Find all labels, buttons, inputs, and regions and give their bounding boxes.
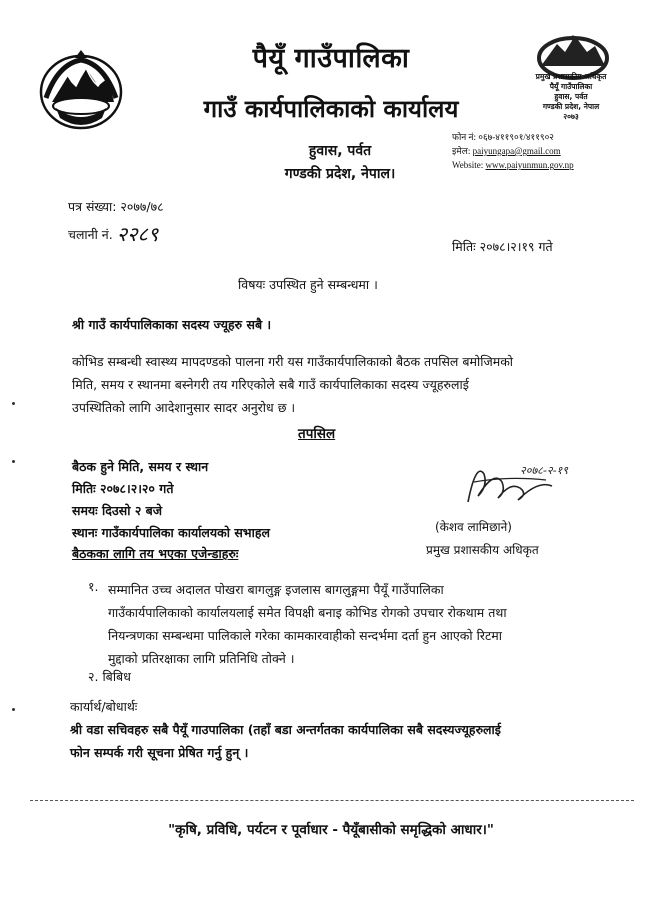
dispatch-handwritten-number: २२८९	[116, 222, 159, 246]
agenda-1-line-1: सम्मानित उच्च अदालत पोखरा बागलुङ्ग इजलास बागलुङ्गमा पैयूँ गाउँपालिका	[108, 582, 444, 597]
meeting-date: मितिः २०७८।२।२० गते	[72, 481, 174, 496]
signatory-title: प्रमुख प्रशासकीय अधिकृत	[426, 543, 539, 557]
action-line-2: फोन सम्पर्क गरी सूचना प्रेषित गर्नु हुन् ।	[70, 745, 249, 760]
address-line-1: हुवास, पर्वत	[308, 143, 372, 159]
body-line-1: कोभिड सम्बन्धी स्वास्थ्य मापदण्डको पालना गरी यस गाउँकार्यपालिकाको बैठक तपसिल बमोजिमको	[72, 354, 514, 369]
body-line-2: मिति, समय र स्थानमा बस्नेगरी तय गरिएकोले सबै गाउँ कार्यपालिकाका सदस्य ज्यूहरुलाई	[72, 377, 469, 392]
email-link[interactable]: paiyungapa@gmail.com	[472, 146, 561, 156]
scan-mark	[12, 402, 15, 405]
website-label: Website:	[452, 160, 484, 170]
phone-number: फोन नं: ०६७-४११९०१/४११९०२	[452, 132, 554, 142]
action-line-1: श्री वडा सचिवहरु सबै पैयूँ गाउपालिका (तहाँ बडा अन्तर्गतका कार्यपालिका सबै सदस्यज्यूहरुलाई	[70, 722, 501, 737]
signature-image	[448, 452, 598, 512]
meeting-time: समयः दिउसो २ बजे	[72, 503, 163, 518]
letter-addressee: श्री गाउँ कार्यपालिकाका सदस्य ज्यूहरु सबै ।	[72, 317, 272, 332]
letter-date: मितिः २०७८।२।१९ गते	[452, 239, 553, 254]
agenda-item-1	[108, 578, 598, 670]
details-heading: तपसिल	[298, 426, 336, 442]
action-paragraph	[70, 718, 610, 764]
agenda-1-number: १.	[88, 579, 99, 594]
meeting-label: बैठक हुने मिति, समय र स्थान	[72, 459, 209, 474]
seal-line-5: २०७३	[563, 112, 579, 121]
email-label: इमेल:	[452, 146, 471, 156]
seal-line-2: पैयूँ गाउँपालिका	[549, 82, 593, 91]
dispatch-number	[68, 218, 158, 245]
footer-slogan: "कृषि, प्रविधि, पर्यटन र पूर्वाधार - पैयूँबासीको समृद्धिको आधार।"	[168, 822, 494, 838]
scan-mark	[12, 708, 15, 711]
address-line-2: गण्डकी प्रदेश, नेपाल।	[284, 166, 396, 182]
action-label: कार्यार्थ/बोधार्थः	[70, 699, 138, 714]
agenda-1-line-4: मुद्दाको प्रतिरक्षाका लागि प्रतिनिधि तोक्ने ।	[108, 651, 295, 666]
dispatch-label: चलानी नं.	[68, 227, 113, 242]
footer-divider	[30, 800, 634, 801]
seal-line-3: हुवास, पर्वत	[554, 92, 588, 101]
website-link[interactable]: www.paiyunmun.gov.np	[485, 160, 574, 170]
agenda-item-2: २. बिबिध	[88, 669, 131, 684]
agenda-1-line-2: गाउँकार्यपालिकाको कार्यालयलाई समेत विपक्षी बनाइ कोभिड रोगको उपचार रोकथाम तथा	[108, 605, 507, 620]
scan-mark	[12, 460, 15, 463]
agenda-heading: बैठकका लागि तय भएका एजेन्डाहरुः	[72, 546, 239, 561]
body-line-3: उपस्थितिको लागि आदेशानुसार सादर अनुरोध छ ।	[72, 400, 296, 415]
body-paragraph	[72, 350, 592, 419]
contact-block	[452, 130, 574, 172]
letter-subject: विषयः उपस्थित हुने सम्बन्धमा ।	[238, 277, 378, 292]
reference-number: पत्र संख्या: २०७७/७८	[68, 199, 164, 214]
seal-line-4: गण्डकी प्रदेश, नेपाल	[542, 102, 600, 111]
handwritten-date: २०७८-२-१९	[520, 464, 568, 477]
seal-line-1: प्रमुख प्रशासकीय अधिकृत	[535, 72, 607, 81]
office-title: गाउँ कार्यपालिकाको कार्यालय	[203, 95, 459, 123]
agenda-1-line-3: नियन्त्रणका सम्बन्धमा पालिकाले गरेका कामकारवाहीको सन्दर्भमा दर्ता हुन आएको रिटमा	[108, 628, 502, 643]
meeting-place: स्थानः गाउँकार्यपालिका कार्यालयको सभाहल	[72, 525, 270, 540]
municipality-title: पैयूँ गाउँपालिका	[252, 43, 410, 74]
signatory-name: (केशव लामिछाने)	[435, 520, 512, 534]
